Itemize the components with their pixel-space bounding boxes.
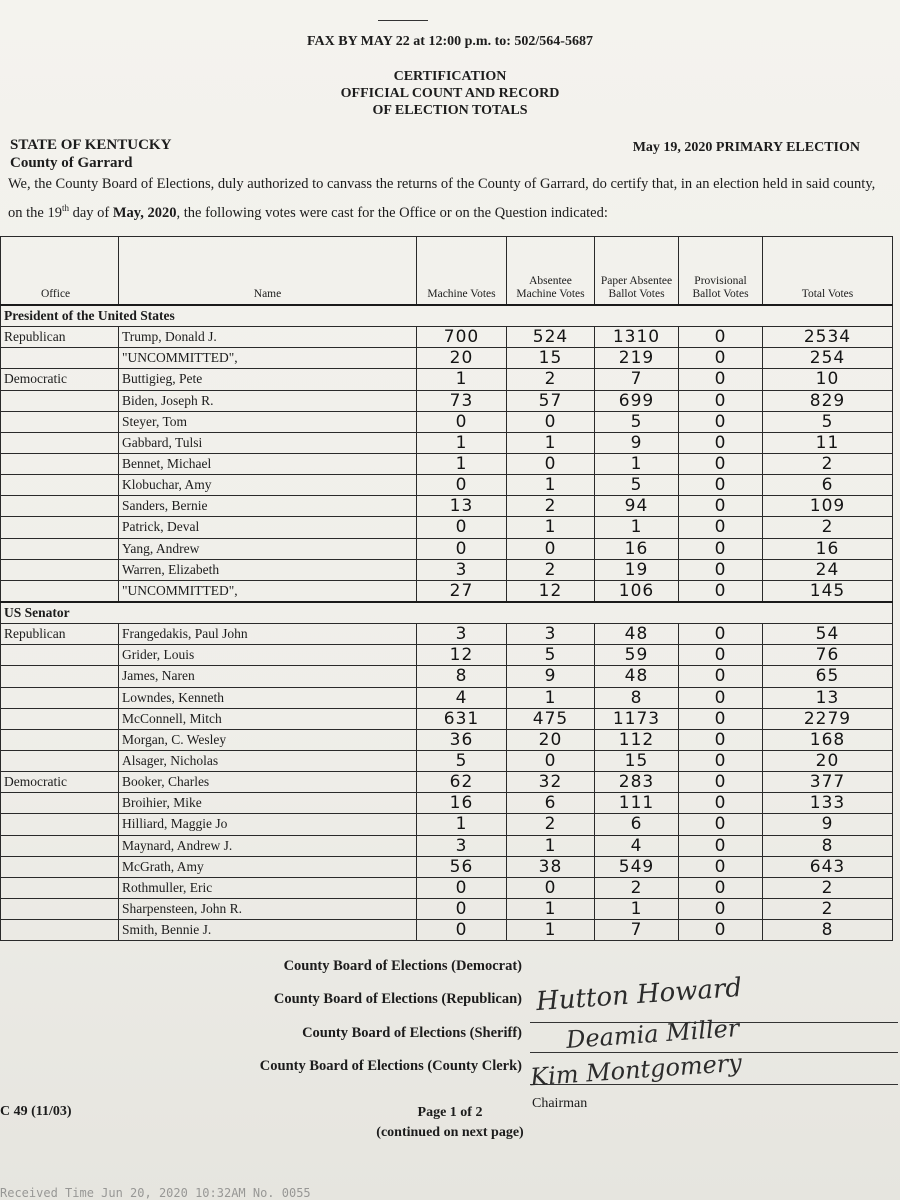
machine-votes: 631: [417, 708, 507, 729]
provisional-votes: 0: [679, 411, 763, 432]
paper-absentee-votes: 219: [595, 348, 679, 369]
page-info: [0, 1103, 900, 1143]
party-cell: [1, 898, 119, 919]
party-cell: Democratic: [1, 772, 119, 793]
candidate-name: McGrath, Amy: [119, 856, 417, 877]
table-header-row: [1, 237, 893, 306]
provisional-votes: 0: [679, 432, 763, 453]
paper-absentee-votes: 8: [595, 687, 679, 708]
page-number: Page 1 of 2: [417, 1105, 483, 1120]
absentee-machine-votes: 0: [507, 453, 595, 474]
machine-votes: 73: [417, 390, 507, 411]
table-row: [1, 390, 893, 411]
party-cell: [1, 729, 119, 750]
machine-votes: 20: [417, 348, 507, 369]
total-votes: 109: [763, 496, 893, 517]
machine-votes: 0: [417, 877, 507, 898]
party-cell: [1, 411, 119, 432]
paper-absentee-votes: 7: [595, 369, 679, 390]
paper-absentee-votes: 48: [595, 666, 679, 687]
header-machine-votes: Machine Votes: [417, 237, 507, 306]
table-row: [1, 348, 893, 369]
paper-absentee-votes: 112: [595, 729, 679, 750]
table-row: [1, 898, 893, 919]
party-cell: [1, 645, 119, 666]
total-votes: 2: [763, 877, 893, 898]
candidate-name: Sharpensteen, John R.: [119, 898, 417, 919]
candidate-name: Klobuchar, Amy: [119, 475, 417, 496]
party-cell: Republican: [1, 624, 119, 645]
machine-votes: 0: [417, 475, 507, 496]
party-cell: [1, 496, 119, 517]
absentee-machine-votes: 0: [507, 538, 595, 559]
table-row: [1, 327, 893, 348]
provisional-votes: 0: [679, 772, 763, 793]
provisional-votes: 0: [679, 559, 763, 580]
absentee-machine-votes: 2: [507, 814, 595, 835]
machine-votes: 1: [417, 814, 507, 835]
candidate-name: "UNCOMMITTED",: [119, 580, 417, 602]
election-title: May 19, 2020 PRIMARY ELECTION: [632, 140, 860, 155]
machine-votes: 1: [417, 369, 507, 390]
total-votes: 133: [763, 793, 893, 814]
table-row: [1, 835, 893, 856]
certification-title: [0, 68, 900, 119]
absentee-machine-votes: 524: [507, 327, 595, 348]
candidate-name: Trump, Donald J.: [119, 327, 417, 348]
header-absentee-machine-votes: Absentee Machine Votes: [507, 237, 595, 306]
provisional-votes: 0: [679, 580, 763, 602]
provisional-votes: 0: [679, 624, 763, 645]
provisional-votes: 0: [679, 814, 763, 835]
paper-absentee-votes: 5: [595, 475, 679, 496]
section-title: US Senator: [1, 602, 893, 624]
party-cell: Democratic: [1, 369, 119, 390]
absentee-machine-votes: 2: [507, 369, 595, 390]
sheriff-signature: Deamia Miller: [565, 1013, 741, 1055]
absentee-machine-votes: 2: [507, 496, 595, 517]
total-votes: 8: [763, 835, 893, 856]
candidate-name: Booker, Charles: [119, 772, 417, 793]
table-row: [1, 453, 893, 474]
preamble-text-1: We, the County Board of Elections, duly authorized to canvass the returns of the County of Garrard, do certify that, in an election held in said county, on the 19: [8, 176, 876, 221]
table-row: [1, 793, 893, 814]
paper-absentee-votes: 549: [595, 856, 679, 877]
total-votes: 13: [763, 687, 893, 708]
provisional-votes: 0: [679, 835, 763, 856]
preamble-date: May, 2020: [112, 204, 177, 221]
absentee-machine-votes: 6: [507, 793, 595, 814]
preamble-text-3: , the following votes were cast for the Office or on the Question indicated:: [176, 204, 608, 221]
republican-label: County Board of Elections (Republican): [273, 991, 522, 1007]
absentee-machine-votes: 5: [507, 645, 595, 666]
table-row: [1, 814, 893, 835]
candidate-name: Bennet, Michael: [119, 453, 417, 474]
header-paper-absentee-votes: Paper Absentee Ballot Votes: [595, 237, 679, 306]
header-name: Name: [119, 237, 417, 306]
paper-absentee-votes: 94: [595, 496, 679, 517]
fax-instruction: FAX BY MAY 22 at 12:00 p.m. to: 502/564-5687: [307, 34, 593, 49]
preamble-superscript: th: [61, 203, 69, 213]
paper-absentee-votes: 699: [595, 390, 679, 411]
candidate-name: Grider, Louis: [119, 645, 417, 666]
party-cell: [1, 390, 119, 411]
paper-absentee-votes: 4: [595, 835, 679, 856]
provisional-votes: 0: [679, 538, 763, 559]
table-row: [1, 750, 893, 771]
absentee-machine-votes: 32: [507, 772, 595, 793]
jurisdiction: [10, 136, 171, 172]
absentee-machine-votes: 38: [507, 856, 595, 877]
table-row: [1, 624, 893, 645]
absentee-machine-votes: 1: [507, 920, 595, 941]
table-row: [1, 920, 893, 941]
party-cell: [1, 708, 119, 729]
state-name: STATE OF KENTUCKY: [10, 137, 172, 153]
absentee-machine-votes: 9: [507, 666, 595, 687]
provisional-votes: 0: [679, 453, 763, 474]
paper-absentee-votes: 7: [595, 920, 679, 941]
paper-absentee-votes: 2: [595, 877, 679, 898]
party-cell: [1, 793, 119, 814]
total-votes: 168: [763, 729, 893, 750]
continued-note: (continued on next page): [376, 1125, 524, 1140]
total-votes: 24: [763, 559, 893, 580]
table-row: [1, 559, 893, 580]
absentee-machine-votes: 15: [507, 348, 595, 369]
paper-absentee-votes: 16: [595, 538, 679, 559]
paper-absentee-votes: 5: [595, 411, 679, 432]
candidate-name: Alsager, Nicholas: [119, 750, 417, 771]
table-row: [1, 475, 893, 496]
cert-title-line-3: OF ELECTION TOTALS: [372, 103, 528, 118]
cert-title-line-1: CERTIFICATION: [393, 69, 507, 84]
party-cell: [1, 580, 119, 602]
clerk-signature: Kim Montgomery: [529, 1048, 743, 1092]
machine-votes: 0: [417, 538, 507, 559]
table-row: [1, 877, 893, 898]
table-row: [1, 708, 893, 729]
party-cell: [1, 559, 119, 580]
total-votes: 2279: [763, 708, 893, 729]
form-number: C 49 (11/03): [0, 1104, 72, 1119]
total-votes: 2534: [763, 327, 893, 348]
party-cell: [1, 856, 119, 877]
party-cell: [1, 453, 119, 474]
party-cell: [1, 517, 119, 538]
provisional-votes: 0: [679, 708, 763, 729]
machine-votes: 8: [417, 666, 507, 687]
candidate-name: Steyer, Tom: [119, 411, 417, 432]
paper-absentee-votes: 59: [595, 645, 679, 666]
machine-votes: 36: [417, 729, 507, 750]
provisional-votes: 0: [679, 475, 763, 496]
total-votes: 9: [763, 814, 893, 835]
provisional-votes: 0: [679, 898, 763, 919]
candidate-name: Frangedakis, Paul John: [119, 624, 417, 645]
machine-votes: 1: [417, 432, 507, 453]
paper-absentee-votes: 1: [595, 453, 679, 474]
table-row: [1, 666, 893, 687]
paper-absentee-votes: 1: [595, 517, 679, 538]
total-votes: 2: [763, 453, 893, 474]
democrat-label: County Board of Elections (Democrat): [283, 958, 522, 974]
county-name: County of Garrard: [10, 155, 133, 171]
section-header-row: [1, 602, 893, 624]
absentee-machine-votes: 1: [507, 835, 595, 856]
table-row: [1, 517, 893, 538]
party-cell: [1, 666, 119, 687]
cert-title-line-2: OFFICIAL COUNT AND RECORD: [340, 86, 560, 101]
candidate-name: Biden, Joseph R.: [119, 390, 417, 411]
absentee-machine-votes: 0: [507, 750, 595, 771]
table-row: [1, 369, 893, 390]
absentee-machine-votes: 3: [507, 624, 595, 645]
paper-absentee-votes: 15: [595, 750, 679, 771]
paper-absentee-votes: 1173: [595, 708, 679, 729]
machine-votes: 0: [417, 517, 507, 538]
machine-votes: 0: [417, 411, 507, 432]
candidate-name: Yang, Andrew: [119, 538, 417, 559]
provisional-votes: 0: [679, 517, 763, 538]
machine-votes: 0: [417, 920, 507, 941]
table-row: [1, 772, 893, 793]
sheriff-label: County Board of Elections (Sheriff): [302, 1025, 522, 1041]
candidate-name: Sanders, Bernie: [119, 496, 417, 517]
absentee-machine-votes: 57: [507, 390, 595, 411]
total-votes: 16: [763, 538, 893, 559]
table-row: [1, 411, 893, 432]
candidate-name: Maynard, Andrew J.: [119, 835, 417, 856]
machine-votes: 4: [417, 687, 507, 708]
machine-votes: 12: [417, 645, 507, 666]
party-cell: [1, 835, 119, 856]
absentee-machine-votes: 0: [507, 877, 595, 898]
table-row: [1, 496, 893, 517]
machine-votes: 56: [417, 856, 507, 877]
machine-votes: 5: [417, 750, 507, 771]
party-cell: [1, 538, 119, 559]
candidate-name: Buttigieg, Pete: [119, 369, 417, 390]
provisional-votes: 0: [679, 729, 763, 750]
provisional-votes: 0: [679, 920, 763, 941]
certification-preamble: [8, 172, 888, 225]
table-body: [1, 305, 893, 941]
absentee-machine-votes: 1: [507, 898, 595, 919]
table-row: [1, 432, 893, 453]
provisional-votes: 0: [679, 793, 763, 814]
paper-absentee-votes: 283: [595, 772, 679, 793]
candidate-name: Rothmuller, Eric: [119, 877, 417, 898]
provisional-votes: 0: [679, 390, 763, 411]
table-row: [1, 580, 893, 602]
provisional-votes: 0: [679, 750, 763, 771]
machine-votes: 16: [417, 793, 507, 814]
candidate-name: "UNCOMMITTED",: [119, 348, 417, 369]
section-title: President of the United States: [1, 305, 893, 327]
total-votes: 377: [763, 772, 893, 793]
header-provisional-votes: Provisional Ballot Votes: [679, 237, 763, 306]
table-row: [1, 538, 893, 559]
machine-votes: 27: [417, 580, 507, 602]
paper-absentee-votes: 9: [595, 432, 679, 453]
total-votes: 65: [763, 666, 893, 687]
candidate-name: Lowndes, Kenneth: [119, 687, 417, 708]
party-cell: [1, 750, 119, 771]
chairman-label: Chairman: [532, 1096, 588, 1111]
pen-mark: [378, 14, 428, 21]
machine-votes: 3: [417, 624, 507, 645]
candidate-name: Broihier, Mike: [119, 793, 417, 814]
total-votes: 54: [763, 624, 893, 645]
candidate-name: Smith, Bennie J.: [119, 920, 417, 941]
machine-votes: 1: [417, 453, 507, 474]
total-votes: 145: [763, 580, 893, 602]
total-votes: 254: [763, 348, 893, 369]
absentee-machine-votes: 1: [507, 687, 595, 708]
total-votes: 829: [763, 390, 893, 411]
machine-votes: 13: [417, 496, 507, 517]
provisional-votes: 0: [679, 645, 763, 666]
absentee-machine-votes: 475: [507, 708, 595, 729]
party-cell: Republican: [1, 327, 119, 348]
total-votes: 2: [763, 517, 893, 538]
party-cell: [1, 687, 119, 708]
absentee-machine-votes: 1: [507, 517, 595, 538]
vote-totals-table: [0, 236, 893, 941]
total-votes: 10: [763, 369, 893, 390]
received-time-stamp: Received Time Jun 20, 2020 10:32AM No. 0055: [0, 1186, 311, 1200]
candidate-name: James, Naren: [119, 666, 417, 687]
header-office: Office: [1, 237, 119, 306]
provisional-votes: 0: [679, 369, 763, 390]
paper-absentee-votes: 1: [595, 898, 679, 919]
party-cell: [1, 877, 119, 898]
party-cell: [1, 432, 119, 453]
paper-absentee-votes: 111: [595, 793, 679, 814]
absentee-machine-votes: 0: [507, 411, 595, 432]
candidate-name: Gabbard, Tulsi: [119, 432, 417, 453]
machine-votes: 3: [417, 559, 507, 580]
party-cell: [1, 920, 119, 941]
party-cell: [1, 814, 119, 835]
provisional-votes: 0: [679, 687, 763, 708]
paper-absentee-votes: 6: [595, 814, 679, 835]
provisional-votes: 0: [679, 856, 763, 877]
candidate-name: Warren, Elizabeth: [119, 559, 417, 580]
candidate-name: McConnell, Mitch: [119, 708, 417, 729]
paper-absentee-votes: 106: [595, 580, 679, 602]
machine-votes: 3: [417, 835, 507, 856]
total-votes: 20: [763, 750, 893, 771]
total-votes: 643: [763, 856, 893, 877]
absentee-machine-votes: 2: [507, 559, 595, 580]
total-votes: 8: [763, 920, 893, 941]
table-row: [1, 645, 893, 666]
machine-votes: 700: [417, 327, 507, 348]
table-row: [1, 729, 893, 750]
total-votes: 6: [763, 475, 893, 496]
total-votes: 76: [763, 645, 893, 666]
header-total-votes: Total Votes: [763, 237, 893, 306]
absentee-machine-votes: 1: [507, 475, 595, 496]
candidate-name: Morgan, C. Wesley: [119, 729, 417, 750]
paper-absentee-votes: 48: [595, 624, 679, 645]
provisional-votes: 0: [679, 496, 763, 517]
candidate-name: Hilliard, Maggie Jo: [119, 814, 417, 835]
party-cell: [1, 348, 119, 369]
absentee-machine-votes: 1: [507, 432, 595, 453]
provisional-votes: 0: [679, 348, 763, 369]
candidate-name: Patrick, Deval: [119, 517, 417, 538]
preamble-text-2: day of: [68, 204, 113, 221]
paper-absentee-votes: 19: [595, 559, 679, 580]
clerk-label: County Board of Elections (County Clerk): [259, 1058, 522, 1074]
total-votes: 11: [763, 432, 893, 453]
table-row: [1, 687, 893, 708]
provisional-votes: 0: [679, 327, 763, 348]
absentee-machine-votes: 12: [507, 580, 595, 602]
absentee-machine-votes: 20: [507, 729, 595, 750]
machine-votes: 62: [417, 772, 507, 793]
table-row: [1, 856, 893, 877]
provisional-votes: 0: [679, 877, 763, 898]
democrat-signature: Hutton Howard: [535, 972, 743, 1018]
provisional-votes: 0: [679, 666, 763, 687]
total-votes: 2: [763, 898, 893, 919]
party-cell: [1, 475, 119, 496]
paper-absentee-votes: 1310: [595, 327, 679, 348]
section-header-row: [1, 305, 893, 327]
total-votes: 5: [763, 411, 893, 432]
machine-votes: 0: [417, 898, 507, 919]
